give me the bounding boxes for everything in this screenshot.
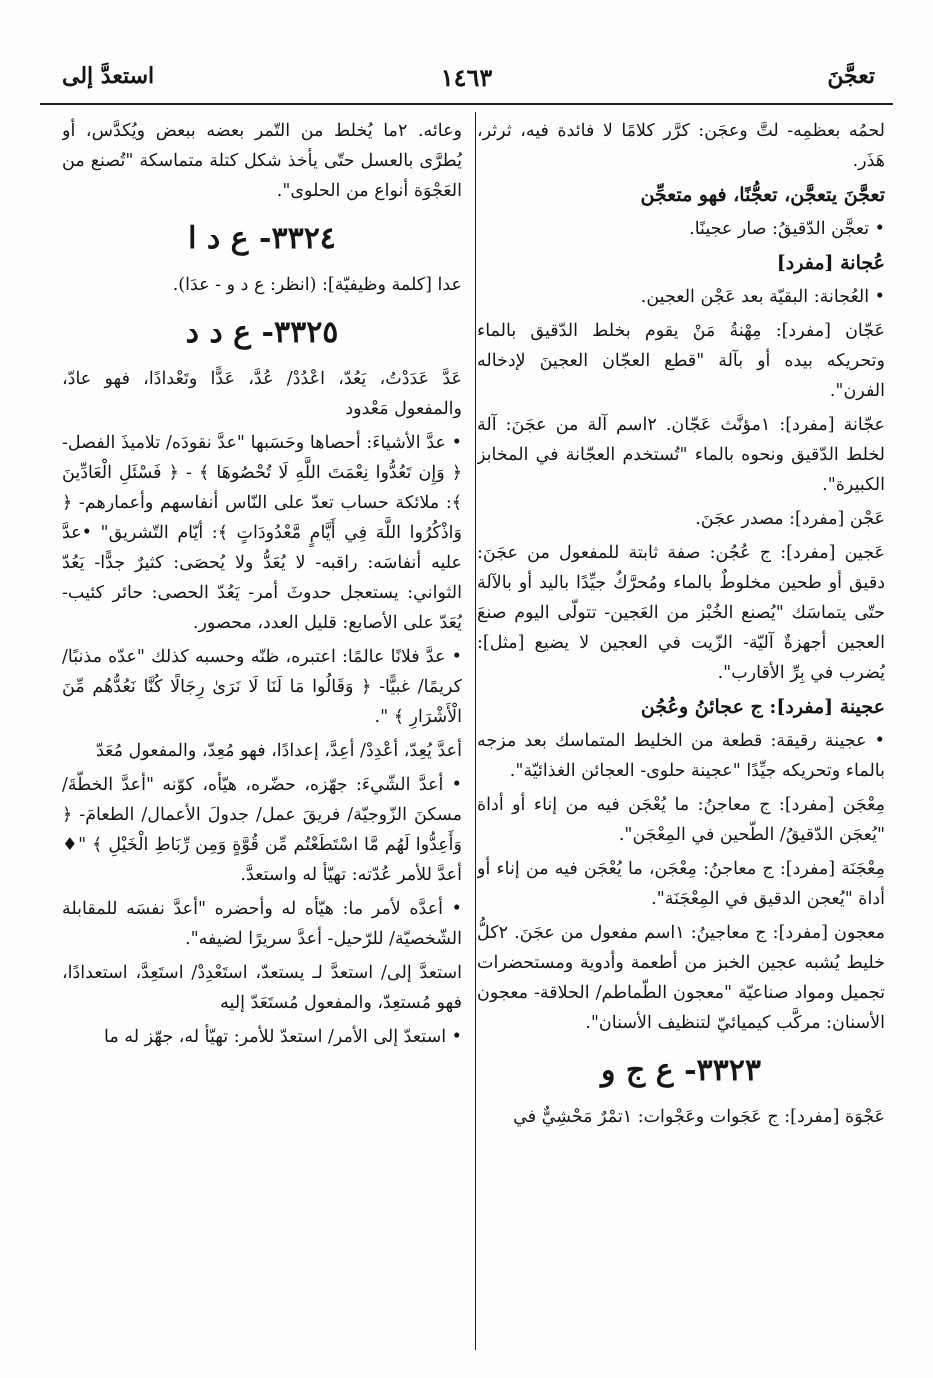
definition: • تعجَّن الدّقيقُ: صار عجينًا.	[689, 219, 885, 239]
running-head-last-word: استعدَّ إلى	[62, 63, 155, 89]
running-head-first-word: تعجَّنَ	[827, 63, 875, 89]
page-number: ١٤٦٣	[440, 63, 493, 92]
left-column	[62, 116, 462, 1368]
root-heading: ٣٣٢٥- ع د د	[185, 315, 339, 350]
definition: • أعدَّ الشّيءَ: جهّزه، حضّره، هيّأه، كوّنه "أعدَّ الخطّةَ/ مسكنَ الزّوجيّة/ فريقَ عمل/ جدولَ الأعمال/ الطعامَ- ﴿ وَأَعِدُّوا لَهُم مَّا اسْتَطَعْتُم مِّن قُوَّةٍ وَمِن رِّبَاطِ الْخَيْلِ ﴾ "♦ أعدَّ للأمر عُدّته: تهيّأ له واستعدَّ.	[62, 775, 462, 885]
definition: • عجينة رقيقة: قطعة من الخليط المتماسك بعد مزجه بالماء وتحريكه جيِّدًا "عجينة حلوى- العجائن الغذائيّة".	[477, 731, 885, 781]
entry-text: عَجين [مفرد]: ج عُجُن: صفة ثابتة للمفعول من عجَنَ: دقيق أو طحين مخلوطٌ بالماء ومُحرَّكٌ جيِّدًا باليد أو بالآلة حتّى يتماسَك "يُصنع الخُبْز من العَجين- تتولّى اليوم صنعَ العجين أجهزةٌ آليّة- الزّيت في العجين لا يضيع [مثل]: يُضرب في بِرِّ الأقارب".	[477, 543, 885, 683]
definition: • العُجانة: البقيّة بعد عَجْن العجين.	[640, 287, 885, 307]
headword: عجينة [مفرد]: ج عجائنُ وعُجُن	[640, 696, 885, 718]
headword: تعجَّنَ يتعجَّن، تعجُّنًا، فهو متعجِّن	[640, 184, 885, 206]
entry-text: مِعْجَنَة [مفرد]: ج معاجنُ: مِعْجَن، ما يُعْجَن فيه من إناء أو أداة "يُعجن الدقيق في المِعْجَنَة".	[477, 859, 885, 909]
entry-text: أعدَّ يُعِدّ، أعْدِدْ/ أعِدَّ، إعدادًا، فهو مُعِدّ، والمفعول مُعَدّ	[95, 741, 462, 761]
definition: • عدَّ فلانًا عالمًا: اعتبره، ظنّه وحسبه كذلك "عدّه مذنبًا/ كريمًا/ غبيًّا- ﴿ وَقَالُوا مَا لَنَا لَا نَرَىٰ رِجَالًا كُنَّا نَعُدُّهُم مِّنَ الْأَشْرَارِ ﴾ ".	[62, 647, 462, 727]
root-heading: ٣٣٢٤- ع د ا	[188, 221, 336, 256]
entry-text: عَجْوَة [مفرد]: ج عَجَوات وعَجْوات: ١تمْرٌ مَحْشِيٌّ في	[513, 1107, 885, 1127]
entry-text: استعدَّ إلى/ استعدَّ لـ يستعدّ، استَعْدِدْ/ استَعِدَّ، استعدادًا، فهو مُستعِدّ، والمفعول مُستَعَدّ إليه	[62, 963, 462, 1013]
header-divider	[40, 103, 893, 105]
entry-text: معجون [مفرد]: ج معاجينُ: ١اسم مفعول من عجَنَ. ٢كلُّ خليط يُشبه عجين الخبز من أطعمة وأدوية ومستحضرات تجميل ومواد صناعيّة "معجون الطّماطم/ الحلاقة- معجون الأسنان: مركَّب كيميائيّ لتنظيف الأسنان".	[477, 923, 885, 1033]
entry-text: لحمُه بعظمِه- لتَّ وعجَن: كرَّر كلامًا لا فائدة فيه، ثرثر، هَذَر.	[477, 121, 885, 171]
definition: • استعدّ إلى الأمر/ استعدّ للأمر: تهيّأ له، جهّز له ما	[104, 1027, 462, 1047]
entry-text: عدا [كلمة وظيفيّة]: (انظر: ع د و - عدَا).	[172, 275, 462, 295]
entry-text: عَجْن [مفرد]: مصدر عجَنَ.	[695, 509, 885, 529]
definition: • عدَّ الأشياءَ: أحصاها وحَسَبها "عدَّ نقودَه/ تلاميذَ الفصل- ﴿ وَإِن تَعُدُّوا نِعْمَتَ اللَّهِ لَا تُحْصُوهَا ﴾ - ﴿ فَسْئَلِ الْعَادِّينَ ﴾: ملائكة حساب تعدّ على النّاس أنفاسهم وأعمارهم- ﴿ وَاذْكُرُوا اللَّهَ فِي أَيَّامٍ مَّعْدُودَاتٍ ﴾: أيّام التّشريق" •عدَّ عليه أنفاسَه: راقبه- لا يُعَدُّ ولا يُحصَى: كثيرٌ جدًّا- يَعُدّ الثواني: يستعجل حدوثَ أمر- يَعُدّ الحصى: حائر كئيب- يُعَدّ على الأصابع: قليل العدد، محصور.	[62, 433, 462, 633]
root-heading: ٣٣٢٣- ع ج و	[601, 1053, 761, 1088]
entry-text: عَجّان [مفرد]: مِهْنةُ مَنْ يقوم بخلط الدّقيق بالماء وتحريكه بيده أو بآلة "قطع العجّان العجينَ لإدخاله الفرن".	[477, 321, 885, 401]
entry-text: عجّانة [مفرد]: ١مؤنَّث عَجّان. ٢اسم آلة من عجَنَ: آلة لخلط الدّقيق ونحوه بالماء "تُستخدم العجّانة في المخابز الكبيرة".	[477, 415, 885, 495]
right-column	[477, 116, 885, 1368]
headword: عُجانة [مفرد]	[776, 252, 885, 274]
column-divider	[475, 112, 476, 1350]
definition: • أعدَّه لأمر ما: هيّأه له وأحضره "أعدَّ نفسَه للمقابلة الشّخصيّة/ للرّحيل- أعدَّ سريرًا لضيفه".	[62, 899, 462, 949]
page-header	[40, 55, 893, 95]
entry-text: مِعْجَن [مفرد]: ج معاجنُ: ما يُعْجَن فيه من إناء أو أداة "يُعجَن الدّقيقُ/ الطّحين في المِعْجَن".	[477, 795, 885, 845]
entry-text: وعائه. ٢ما يُخلط من التّمر بعضه ببعض ويُكدَّس، أو يُطرَّى بالعسل حتّى يأخذ شكل كتلة متماسكة "تُصنع من العَجْوَة أنواع من الحلوى".	[62, 121, 462, 201]
entry-text: عَدَّ عَدَدْتُ، يَعُدّ، اعْدُدْ/ عُدَّ، عَدًّا وتَعْدادًا، فهو عادّ، والمفعول مَعْدود	[62, 369, 462, 419]
